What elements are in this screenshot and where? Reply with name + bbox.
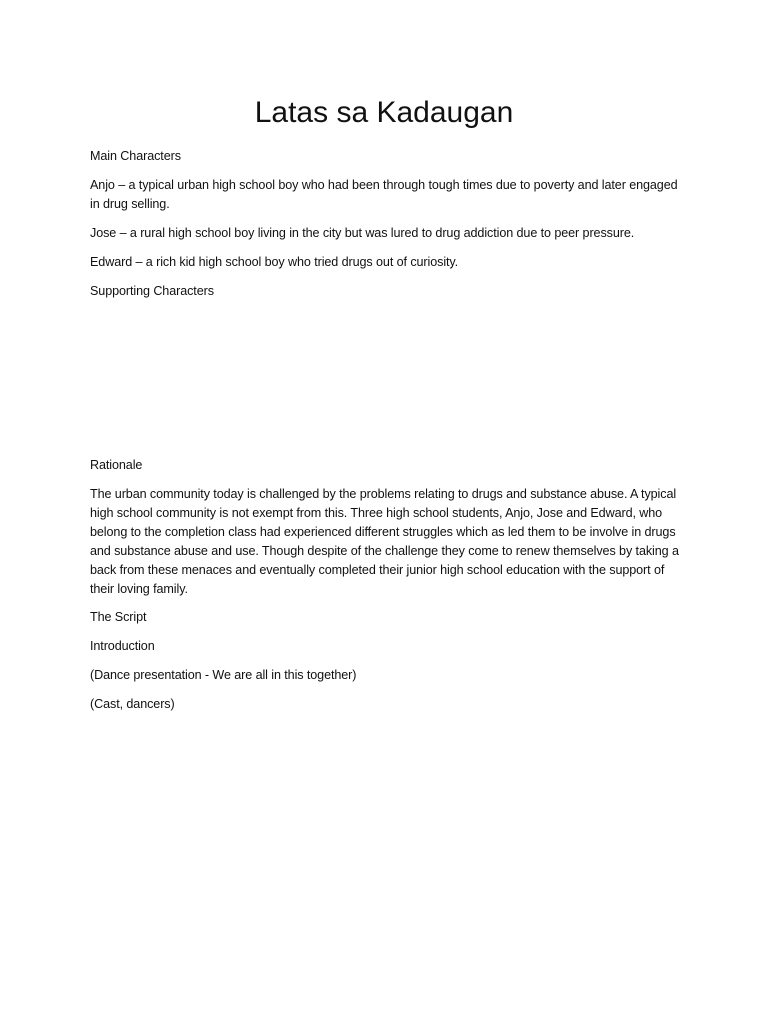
- introduction-heading: Introduction: [90, 639, 155, 653]
- character-jose: Jose – a rural high school boy living in the city but was lured to drug addiction due to peer pressure.: [90, 226, 635, 240]
- main-characters-heading: Main Characters: [90, 149, 181, 163]
- supporting-characters-heading: Supporting Characters: [90, 284, 214, 298]
- dance-presentation-note: (Dance presentation - We are all in this together): [90, 668, 357, 682]
- cast-note: (Cast, dancers): [90, 697, 175, 711]
- character-edward: Edward – a rich kid high school boy who tried drugs out of curiosity.: [90, 255, 459, 269]
- rationale-paragraph: The urban community today is challenged by the problems relating to drugs and substance abuse. A typical high school community is not exempt from this. Three high school students, Anjo, Jose and Edward, who belong to the completion class had experienced different struggles which as led them to be involve in drugs and substance abuse and use. Though despite of the challenge they come to renew themselves by taking a back from these menaces and eventually completed their junior high school education with the support of their loving family.: [90, 487, 679, 596]
- character-anjo: Anjo – a typical urban high school boy who had been through tough times due to poverty and later engaged in drug selling.: [90, 178, 678, 211]
- script-heading: The Script: [90, 610, 147, 624]
- rationale-heading: Rationale: [90, 458, 143, 472]
- document-title: Latas sa Kadaugan: [254, 96, 514, 129]
